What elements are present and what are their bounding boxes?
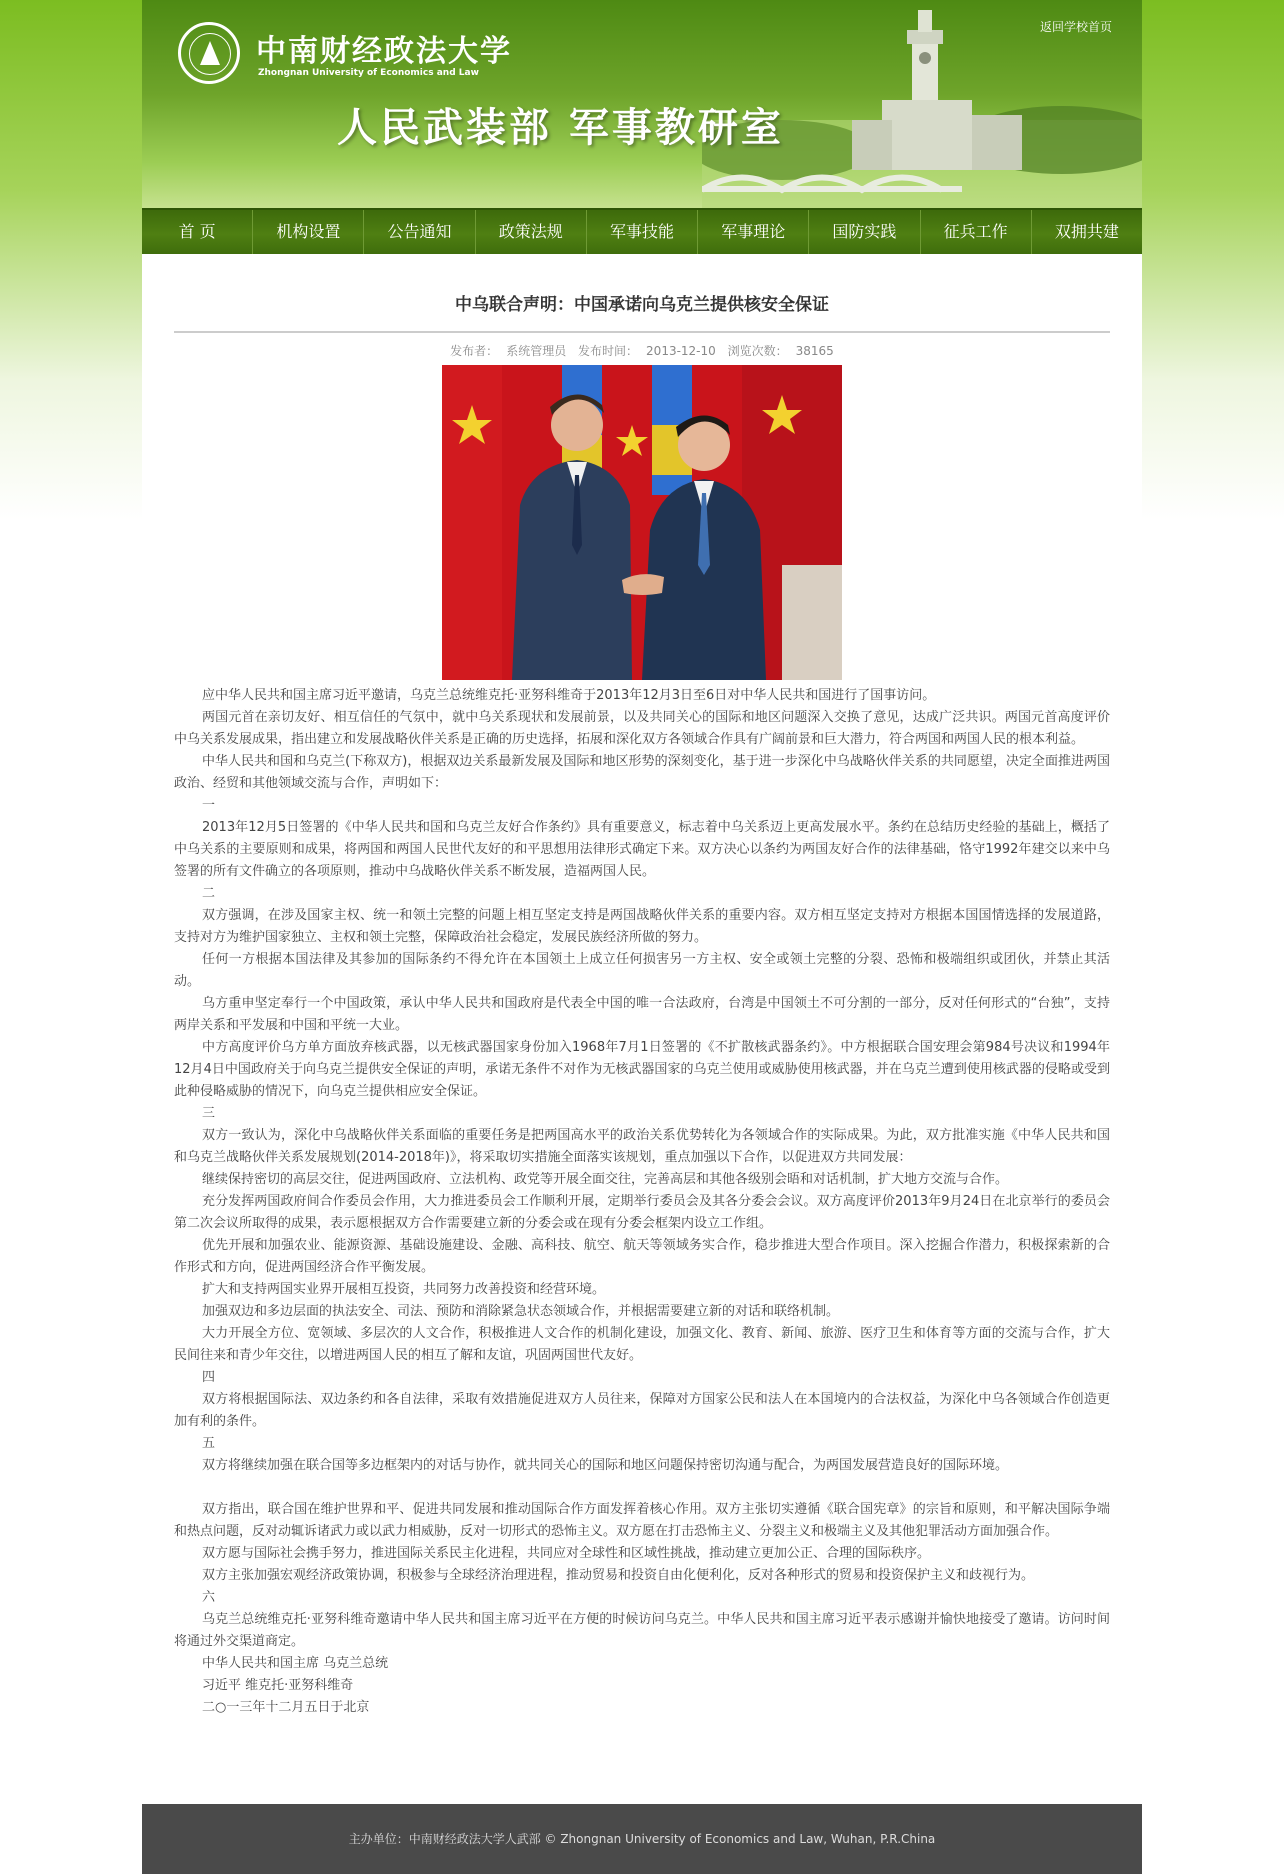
department-title: 人民武装部 军事教研室: [337, 105, 784, 151]
article-paragraph: 充分发挥两国政府间合作委员会作用，大力推进委员会工作顺利开展，定期举行委员会及其各分委会会议。双方高度评价2013年9月24日在北京举行的委员会第二次会议所取得的成果，表示愿根据双方合作需要建立新的分委会或在现有分委会框架内设立工作组。: [174, 1194, 1110, 1231]
site-footer: [142, 1804, 1142, 1874]
article-body: [174, 685, 1110, 1719]
article-section-number: 六: [202, 1590, 216, 1605]
article-title: 中乌联合声明：中国承诺向乌克兰提供核安全保证: [455, 295, 829, 315]
article-section-number: 五: [202, 1436, 216, 1451]
article-paragraph: 双方将继续加强在联合国等多边框架内的对话与协作，就共同关心的国际和地区问题保持密切沟通与配合，为两国发展营造良好的国际环境。: [202, 1458, 1009, 1473]
article-paragraph: 双方指出，联合国在维护世界和平、促进共同发展和推动国际合作方面发挥着核心作用。双方主张切实遵循《联合国宪章》的宗旨和原则，和平解决国际争端和热点问题，反对动辄诉诸武力或以武力相威胁，反对一切形式的恐怖主义。双方愿在打击恐怖主义、分裂主义和极端主义及其他犯罪活动方面加强合作。: [174, 1502, 1110, 1539]
university-name-cn: 中南财经政法大学: [256, 34, 512, 69]
article-section-number: 二: [202, 886, 216, 901]
nav-item-military-skills[interactable]: 军事技能: [587, 210, 698, 254]
footer-text: 主办单位：中南财经政法大学人武部 © Zhongnan University of Economics and Law, Wuhan, P.R.China: [348, 1832, 936, 1846]
article-paragraph: 加强双边和多边层面的执法安全、司法、预防和消除紧急状态领域合作，并根据需要建立新的对话和联络机制。: [202, 1304, 840, 1319]
back-to-school-home-link[interactable]: 返回学校首页: [1039, 20, 1112, 34]
nav-item-home[interactable]: 首 页: [142, 210, 253, 254]
date-label: 发布时间：: [578, 344, 639, 358]
signatory-titles: 中华人民共和国主席 乌克兰总统: [202, 1656, 389, 1671]
date-value: 2013-12-10: [646, 344, 716, 358]
article-paragraph: 扩大和支持两国实业界开展相互投资，共同努力改善投资和经营环境。: [202, 1282, 606, 1297]
article-paragraph: 双方主张加强宏观经济政策协调，积极参与全球经济治理进程，推动贸易和投资自由化便利化，反对各种形式的贸易和投资保护主义和歧视行为。: [202, 1568, 1035, 1583]
nav-item-defense-practice[interactable]: 国防实践: [809, 210, 920, 254]
nav-item-military-theory[interactable]: 军事理论: [698, 210, 809, 254]
article-paragraph: 双方一致认为，深化中乌战略伙伴关系面临的重要任务是把两国高水平的政治关系优势转化为各领域合作的实际成果。为此，双方批准实施《中华人民共和国和乌克兰战略伙伴关系发展规划(2014-2018年)》，将采取切实措施全面落实该规划，重点加强以下合作，以促进双方共同发展：: [174, 1128, 1110, 1165]
article-paragraph: 乌方重申坚定奉行一个中国政策，承认中华人民共和国政府是代表全中国的唯一合法政府，台湾是中国领土不可分割的一部分，反对任何形式的“台独”，支持两岸关系和平发展和中国和平统一大业。: [174, 996, 1110, 1033]
signatory-names: 习近平 维克托·亚努科维奇: [202, 1678, 354, 1693]
article-paragraph: 大力开展全方位、宽领域、多层次的人文合作，积极推进人文合作的机制化建设，加强文化、教育、新闻、旅游、医疗卫生和体育等方面的交流与合作，扩大民间往来和青少年交往，以增进两国人民的相互了解和友谊，巩固两国世代友好。: [174, 1326, 1110, 1363]
article-paragraph: 应中华人民共和国主席习近平邀请，乌克兰总统维克托·亚努科维奇于2013年12月3日至6日对中华人民共和国进行了国事访问。: [202, 688, 936, 703]
university-seal-icon: [178, 22, 240, 84]
publisher-label: 发布者：: [450, 344, 499, 358]
page-container: [142, 0, 1142, 1874]
article-paragraph: 双方将根据国际法、双边条约和各自法律，采取有效措施促进双方人员往来，保障对方国家公民和法人在本国境内的合法权益，为深化中乌各领域合作创造更加有利的条件。: [174, 1392, 1110, 1429]
nav-item-mutual-support[interactable]: 双拥共建: [1054, 222, 1119, 241]
article-paragraph: 双方愿与国际社会携手努力，推进国际关系民主化进程，共同应对全球性和区域性挑战，推动建立更加公正、合理的国际秩序。: [202, 1546, 931, 1561]
article-paragraph: 中方高度评价乌方单方面放弃核武器，以无核武器国家身份加入1968年7月1日签署的《不扩散核武器条约》。中方根据联合国安理会第984号决议和1994年12月4日中国政府关于向乌克兰提供安全保证的声明，承诺无条件不对作为无核武器国家的乌克兰使用或威胁使用核武器，并在乌克兰遭到使用核武器的侵略或受到此种侵略威胁的情况下，向乌克兰提供相应安全保证。: [174, 1040, 1110, 1099]
article-paragraph: 中华人民共和国和乌克兰(下称双方)，根据双边关系最新发展及国际和地区形势的深刻变化，基于进一步深化中乌战略伙伴关系的共同愿望，决定全面推进两国政治、经贸和其他领域交流与合作，声明如下：: [174, 754, 1110, 791]
nav-item-conscription[interactable]: 征兵工作: [921, 210, 1032, 254]
article-paragraph: 两国元首在亲切友好、相互信任的气氛中，就中乌关系现状和发展前景，以及共同关心的国际和地区问题深入交换了意见，达成广泛共识。两国元首高度评价中乌关系发展成果，指出建立和发展战略伙伴关系是正确的历史选择，拓展和深化双方各领域合作具有广阔前景和巨大潜力，符合两国和两国人民的根本利益。: [174, 710, 1110, 747]
article-section-number: 一: [202, 798, 216, 813]
article-paragraph: 乌克兰总统维克托·亚努科维奇邀请中华人民共和国主席习近平在方便的时候访问乌克兰。中华人民共和国主席习近平表示感谢并愉快地接受了邀请。访问时间将通过外交渠道商定。: [174, 1612, 1110, 1649]
title-divider: [174, 331, 1110, 333]
views-value: 38165: [795, 344, 834, 358]
article-paragraph: 2013年12月5日签署的《中华人民共和国和乌克兰友好合作条约》具有重要意义，标志着中乌关系迈上更高发展水平。条约在总结历史经验的基础上，概括了中乌关系的主要原则和成果，将两国和两国人民世代友好的和平思想用法律形式确定下来。双方决心以条约为两国友好合作的法律基础，恪守1992年建交以来中乌签署的所有文件确立的各项原则，推动中乌战略伙伴关系不断发展，造福两国人民。: [174, 820, 1110, 879]
article-meta: [142, 342, 1142, 359]
nav-item-policies[interactable]: 政策法规: [476, 210, 587, 254]
signing-date-place: 二○一三年十二月五日于北京: [202, 1700, 370, 1715]
article-paragraph: 任何一方根据本国法律及其参加的国际条约不得允许在本国领土上成立任何损害另一方主权、安全或领土完整的分裂、恐怖和极端组织或团伙，并禁止其活动。: [174, 952, 1110, 989]
article-section-number: 三: [202, 1106, 216, 1121]
article-paragraph: 双方强调，在涉及国家主权、统一和领土完整的问题上相互坚定支持是两国战略伙伴关系的重要内容。双方相互坚定支持对方根据本国国情选择的发展道路，支持对方为维护国家独立、主权和领土完整，保障政治社会稳定，发展民族经济所做的努力。: [174, 908, 1110, 945]
publisher-value: 系统管理员: [506, 344, 567, 358]
article-paragraph: 优先开展和加强农业、能源资源、基础设施建设、金融、高科技、航空、航天等领域务实合作，稳步推进大型合作项目。深入挖掘合作潜力，积极探索新的合作形式和方向，促进两国经济合作平衡发展。: [174, 1238, 1110, 1275]
nav-item-organization[interactable]: 机构设置: [253, 210, 364, 254]
nav-item-notices[interactable]: 公告通知: [364, 210, 475, 254]
article-paragraph: 继续保持密切的高层交往，促进两国政府、立法机构、政党等开展全面交往，完善高层和其他各级别会晤和对话机制，扩大地方交流与合作。: [202, 1172, 1009, 1187]
article-section-number: 四: [202, 1370, 216, 1385]
university-name-en: Zhongnan University of Economics and Law: [258, 68, 479, 78]
site-header: [142, 0, 1142, 208]
views-label: 浏览次数：: [727, 344, 788, 358]
article-blank-line: [174, 1477, 1110, 1499]
article-photo: [442, 365, 842, 680]
main-nav: [142, 208, 1142, 254]
